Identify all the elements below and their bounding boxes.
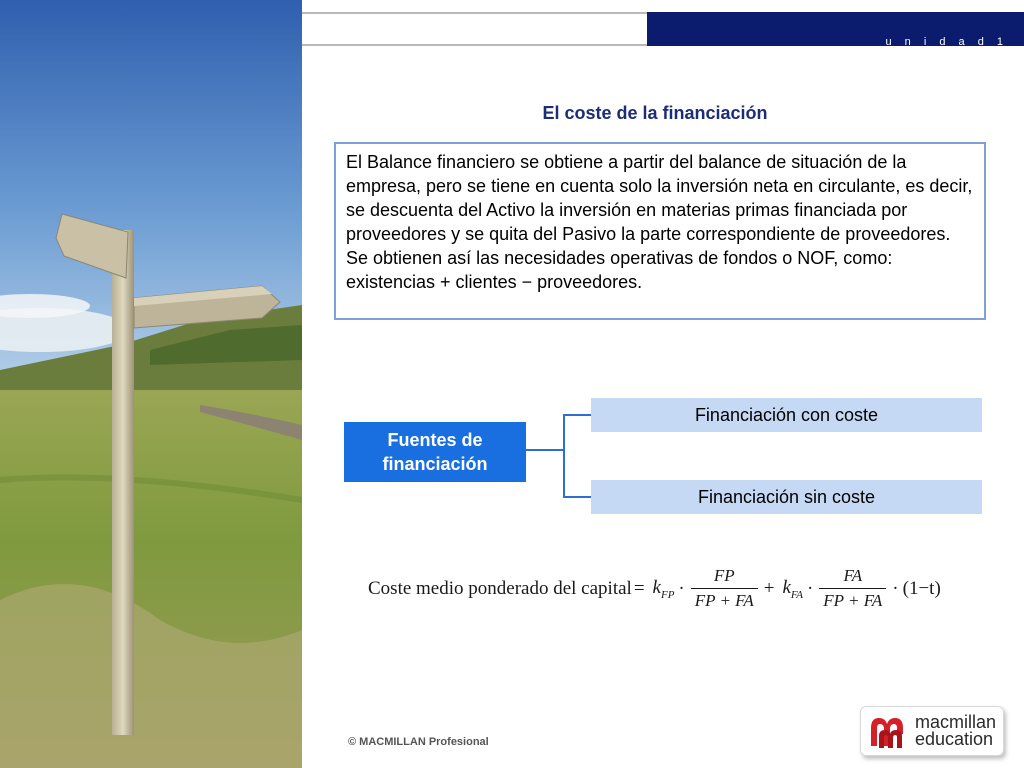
formula-fraction-fp: $\frac{FP}{FP + FA}$: [691, 566, 758, 611]
formula-equals: =: [633, 577, 645, 599]
info-paragraph-1: El Balance financiero se obtiene a partir del balance de situación de la empresa, pero se tiene en cuenta solo la inversión neta en circulante, es decir, se descuenta del Activo la inversión en materias primas financiada por proveedores y se quita del Pasivo la parte correspondiente de proveedores.: [346, 152, 973, 244]
info-paragraph-2: Se obtienen así las necesidades operativas de fondos o NOF, como: existencias + clientes − proveedores.: [346, 248, 893, 292]
diagram-root-label: Fuentes de financiación: [382, 430, 488, 474]
header-line-bottom: [302, 44, 647, 46]
macmillan-logo-icon: [869, 714, 909, 748]
formula-dot: ·: [892, 577, 899, 599]
formula-label: Coste medio ponderado del capital: [368, 577, 632, 599]
wacc-formula: [368, 566, 943, 611]
formula-tail: (1−t): [902, 577, 941, 599]
connector-line: [563, 414, 565, 497]
connector-line: [563, 496, 591, 498]
formula-k-fp: $k_{FP}$: [652, 576, 675, 601]
copyright-text: © MACMILLAN Profesional: [348, 736, 489, 748]
connector-line: [563, 414, 591, 416]
branch-label: Financiación con coste: [694, 404, 879, 425]
logo-text: macmillan education: [915, 712, 997, 749]
diagram-root-box: [344, 422, 526, 482]
formula-dot: ·: [678, 577, 685, 599]
branch-box-sin-coste: [591, 480, 982, 514]
macmillan-education-logo: [860, 706, 1004, 756]
slide-title: El coste de la financiación: [542, 103, 768, 123]
signpost-photo: [0, 0, 302, 768]
branch-box-con-coste: [591, 398, 982, 432]
branch-label: Financiación sin coste: [697, 486, 876, 507]
info-box: [334, 142, 986, 320]
formula-fraction-fa: $\frac{FA}{FP + FA}$: [819, 566, 886, 611]
connector-line: [526, 449, 564, 451]
formula-k-fa: $k_{FA}$: [782, 576, 803, 601]
formula-plus: +: [763, 577, 775, 599]
unit-label: u n i d a d 1: [885, 36, 1008, 48]
header-bar: [647, 12, 1024, 46]
formula-dot: ·: [806, 577, 814, 599]
